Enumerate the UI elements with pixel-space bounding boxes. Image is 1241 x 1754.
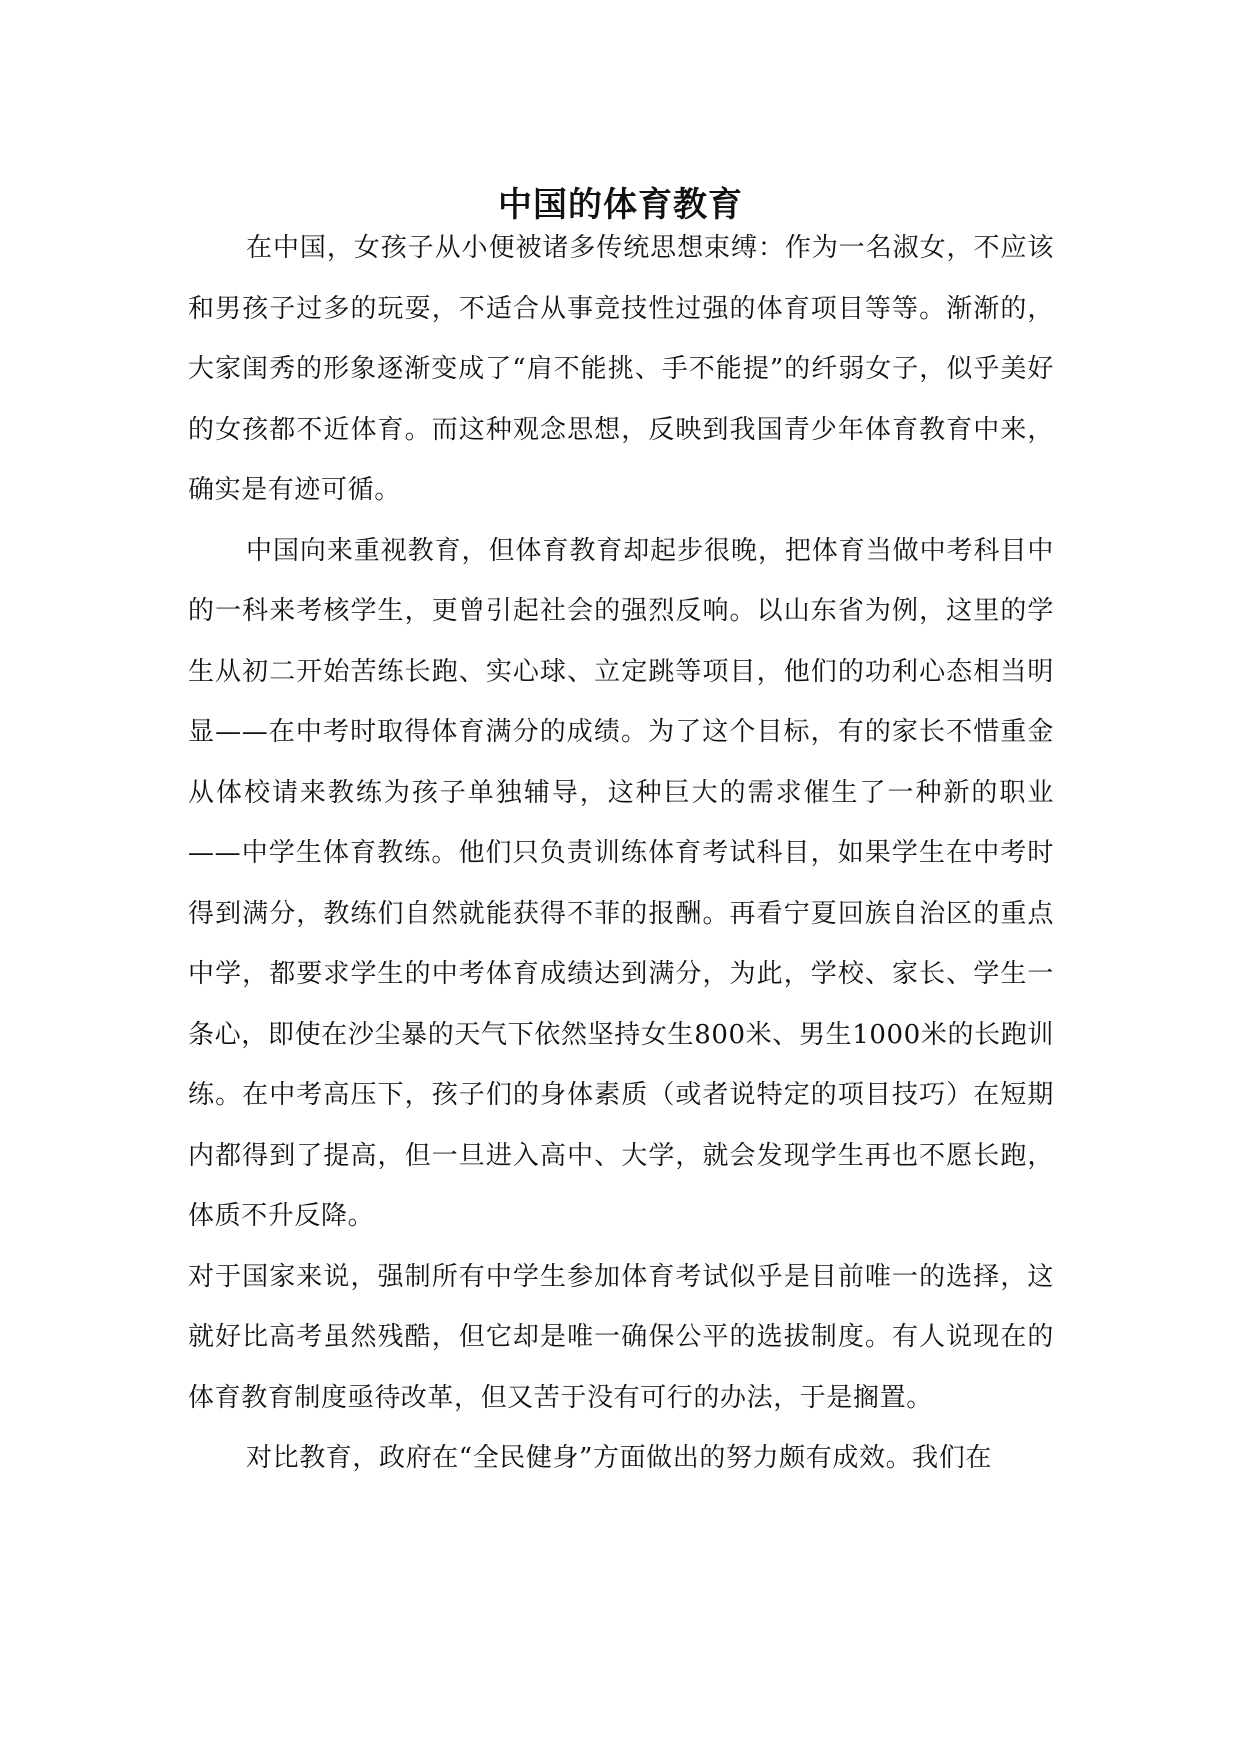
document-body [188, 218, 1054, 1489]
paragraph-intro: 在中国，女孩子从小便被诸多传统思想束缚：作为一名淑女，不应该和男孩子过多的玩耍，不适合从事竞技性过强的体育项目等等。渐渐的，大家闺秀的形象逐渐变成了“肩不能挑、手不能提”的纤弱女子，似乎美好的女孩都不近体育。而这种观念思想，反映到我国青少年体育教育中来，确实是有迹可循。 [188, 233, 1054, 505]
paragraph-fitness-comparison: 对比教育，政府在“全民健身”方面做出的努力颇有成效。我们在 [246, 1443, 992, 1473]
paragraph-national-policy: 对于国家来说，强制所有中学生参加体育考试似乎是目前唯一的选择，这就好比高考虽然残酷，但它却是唯一确保公平的选拔制度。有人说现在的体育教育制度亟待改革，但又苦于没有可行的办法，于是搁置。 [188, 1261, 1054, 1413]
paragraph-exam-pressure: 中国向来重视教育，但体育教育却起步很晚，把体育当做中考科目中的一科来考核学生，更曾引起社会的强烈反响。以山东省为例，这里的学生从初二开始苦练长跑、实心球、立定跳等项目，他们的功利心态相当明显——在中考时取得体育满分的成绩。为了这个目标，有的家长不惜重金从体校请来教练为孩子单独辅导，这种巨大的需求催生了一种新的职业——中学生体育教练。他们只负责训练体育考试科目，如果学生在中考时得到满分，教练们自然就能获得不菲的报酬。再看宁夏回族自治区的重点中学，都要求学生的中考体育成绩达到满分，为此，学校、家长、学生一条心，即使在沙尘暴的天气下依然坚持女生800米、男生1000米的长跑训练。在中考高压下，孩子们的身体素质（或者说特定的项目技巧）在短期内都得到了提高，但一旦进入高中、大学，就会发现学生再也不愿长跑，体质不升反降。 [188, 535, 1054, 1231]
document-title: 中国的体育教育 [498, 184, 743, 225]
